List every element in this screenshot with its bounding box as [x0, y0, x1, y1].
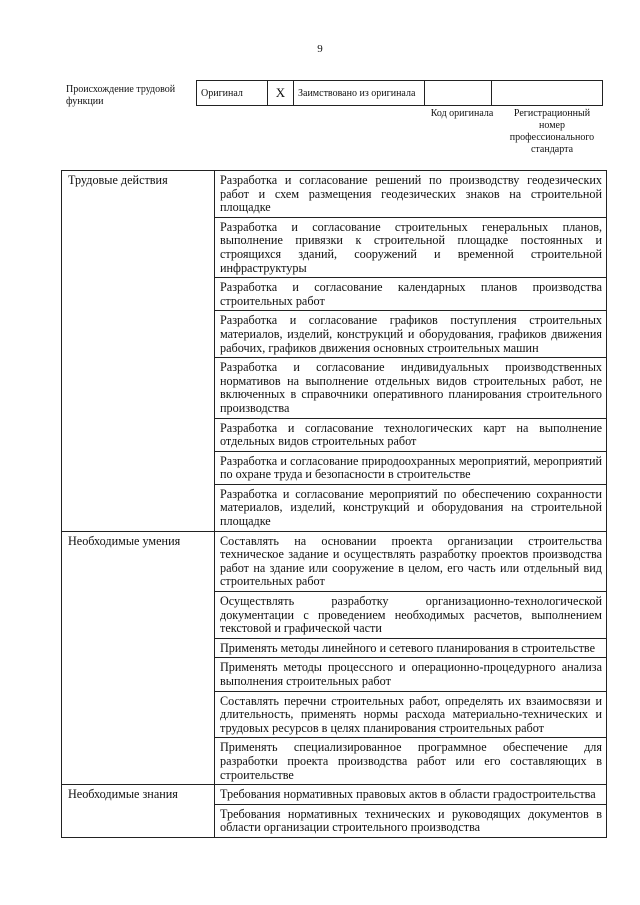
code-label: Код оригинала	[430, 108, 494, 119]
list-item: Требования нормативных правовых актов в области градостроительства	[215, 785, 607, 805]
list-item: Разработка и согласование строительных генеральных планов, выполнение привязки к строительной площадке постоянных и строящихся зданий, сооружений и временной строительной инфраструктуры	[215, 217, 607, 277]
list-item: Разработка и согласование календарных планов производства строительных работ	[215, 278, 607, 311]
origin-label: Происхождение трудовой функции	[66, 84, 176, 107]
section-title: Трудовые действия	[62, 171, 215, 532]
list-item: Разработка и согласование мероприятий по обеспечению сохранности материалов, изделий, конструкций и оборудования на строительной площадке	[215, 484, 607, 531]
list-item: Составлять перечни строительных работ, определять их взаимосвязи и длительность, применять нормы расхода материально-технических и трудовых ресурсов в целях планирования строительных работ	[215, 691, 607, 738]
list-item: Разработка и согласование технологических карт на выполнение отдельных видов строительных работ	[215, 418, 607, 451]
reg-number-cell	[492, 81, 603, 106]
list-item: Требования нормативных технических и руководящих документов в области организации строительного производства	[215, 804, 607, 837]
list-item: Осуществлять разработку организационно-технологической документации с проведением необходимых расчетов, выполнением текстовой и графической части	[215, 592, 607, 639]
list-item: Составлять на основании проекта организации строительства техническое задание и осуществлять разработку проектов производства работ на здание или сооружение в целом, его часть или отдельный вид строительных работ	[215, 531, 607, 591]
borrowed-label: Заимствовано из оригинала	[294, 81, 425, 106]
list-item: Разработка и согласование природоохранных мероприятий, мероприятий по охране труда и безопасности в строительстве	[215, 451, 607, 484]
table-row	[62, 785, 607, 805]
code-cell	[425, 81, 492, 106]
list-item: Разработка и согласование индивидуальных производственных нормативов на выполнение отдельных видов строительных работ, не включенных в справочники оперативного планирования строительного производства	[215, 358, 607, 418]
section-title: Необходимые умения	[62, 531, 215, 785]
table-row	[62, 171, 607, 218]
original-mark: X	[268, 81, 294, 106]
reg-label: Регистрационный номер профессионального стандарта	[509, 108, 595, 155]
origin-table	[196, 80, 603, 106]
page-number: 9	[317, 43, 323, 55]
list-item: Разработка и согласование решений по производству геодезических работ и схем размещения геодезических знаков на строительной площадке	[215, 171, 607, 218]
list-item: Разработка и согласование графиков поступления строительных материалов, изделий, конструкций и оборудования, графиков движения рабочих, графиков движения основных строительных машин	[215, 311, 607, 358]
original-label: Оригинал	[197, 81, 268, 106]
table-row	[62, 531, 607, 591]
list-item: Применять специализированное программное обеспечение для разработки проекта производства работ или его составляющих в строительстве	[215, 738, 607, 785]
list-item: Применять методы процессного и операционно-процедурного анализа выполнения строительных работ	[215, 658, 607, 691]
function-table	[61, 170, 607, 838]
list-item: Применять методы линейного и сетевого планирования в строительстве	[215, 638, 607, 658]
section-title: Необходимые знания	[62, 785, 215, 838]
